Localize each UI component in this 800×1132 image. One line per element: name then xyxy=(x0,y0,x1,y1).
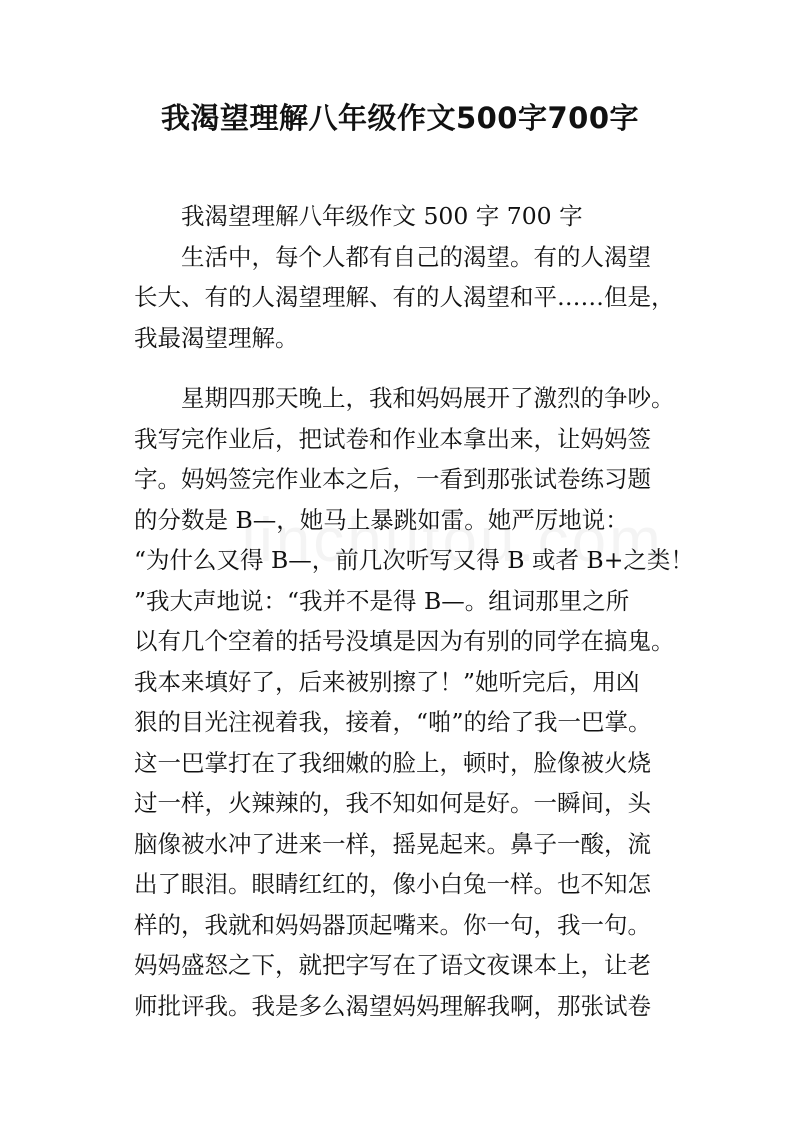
paragraph-3-line-11: 过一样，火辣辣的，我不知如何是好。一瞬间，头 xyxy=(134,789,651,817)
paragraph-3-line-10: 这一巴掌打在了我细嫩的脸上，顿时，脸像被火烧 xyxy=(134,748,651,777)
paragraph-3-line-14: 样的，我就和妈妈器顶起嘴来。你一句，我一句。 xyxy=(134,910,651,939)
paragraph-3-line-15: 妈妈盛怒之下，就把字写在了语文夜课本上，让老 xyxy=(134,951,651,979)
paragraph-1-line-1: 我渴望理解八年级作文 500 字 700 字 xyxy=(181,202,583,230)
document-body xyxy=(134,196,694,1026)
paragraph-2-line-1: 生活中，每个人都有自己的渴望。有的人渴望 xyxy=(181,242,651,271)
paragraph-3-line-3: 字。妈妈签完作业本之后，一看到那张试卷练习题 xyxy=(134,465,651,493)
paragraph-3-line-9: 狠的目光注视着我，接着，“啪”的给了我一巴掌。 xyxy=(134,708,652,736)
paragraph-3-line-12: 脑像被水冲了进来一样，摇晃起来。鼻子一酸，流 xyxy=(134,829,651,858)
paragraph-3-line-16: 师批评我。我是多么渴望妈妈理解我啊，那张试卷 xyxy=(134,991,651,1020)
paragraph-3-line-13: 出了眼泪。眼睛红红的，像小白兔一样。也不知怎 xyxy=(134,870,651,898)
paragraph-3-line-7: 以有几个空着的括号没填是因为有别的同学在搞鬼。 xyxy=(134,627,675,655)
paragraph-3-line-6: ”我大声地说：“我并不是得 B—。组词那里之所 xyxy=(134,586,630,615)
document-title: 我渴望理解八年级作文500字700字 xyxy=(160,101,640,135)
paragraph-2-line-3: 我最渴望理解。 xyxy=(134,323,299,352)
paragraph-3-line-8: 我本来填好了，后来被别擦了！”她听完后，用凶 xyxy=(134,667,640,696)
paragraph-gap xyxy=(134,358,674,378)
paragraph-2-line-2: 长大、有的人渴望理解、有的人渴望和平……但是， xyxy=(134,283,675,311)
paragraph-3-line-1: 星期四那天晚上，我和妈妈展开了激烈的争吵。 xyxy=(181,384,675,412)
paragraph-3-line-5: “为什么又得 B—，前几次听写又得 B 或者 B+之类！ xyxy=(134,546,694,574)
paragraph-3-line-2: 我写完作业后，把试卷和作业本拿出来，让妈妈签 xyxy=(134,424,651,453)
paragraph-3-line-4: 的分数是 B—，她马上暴跳如雷。她严厉地说： xyxy=(134,505,629,534)
